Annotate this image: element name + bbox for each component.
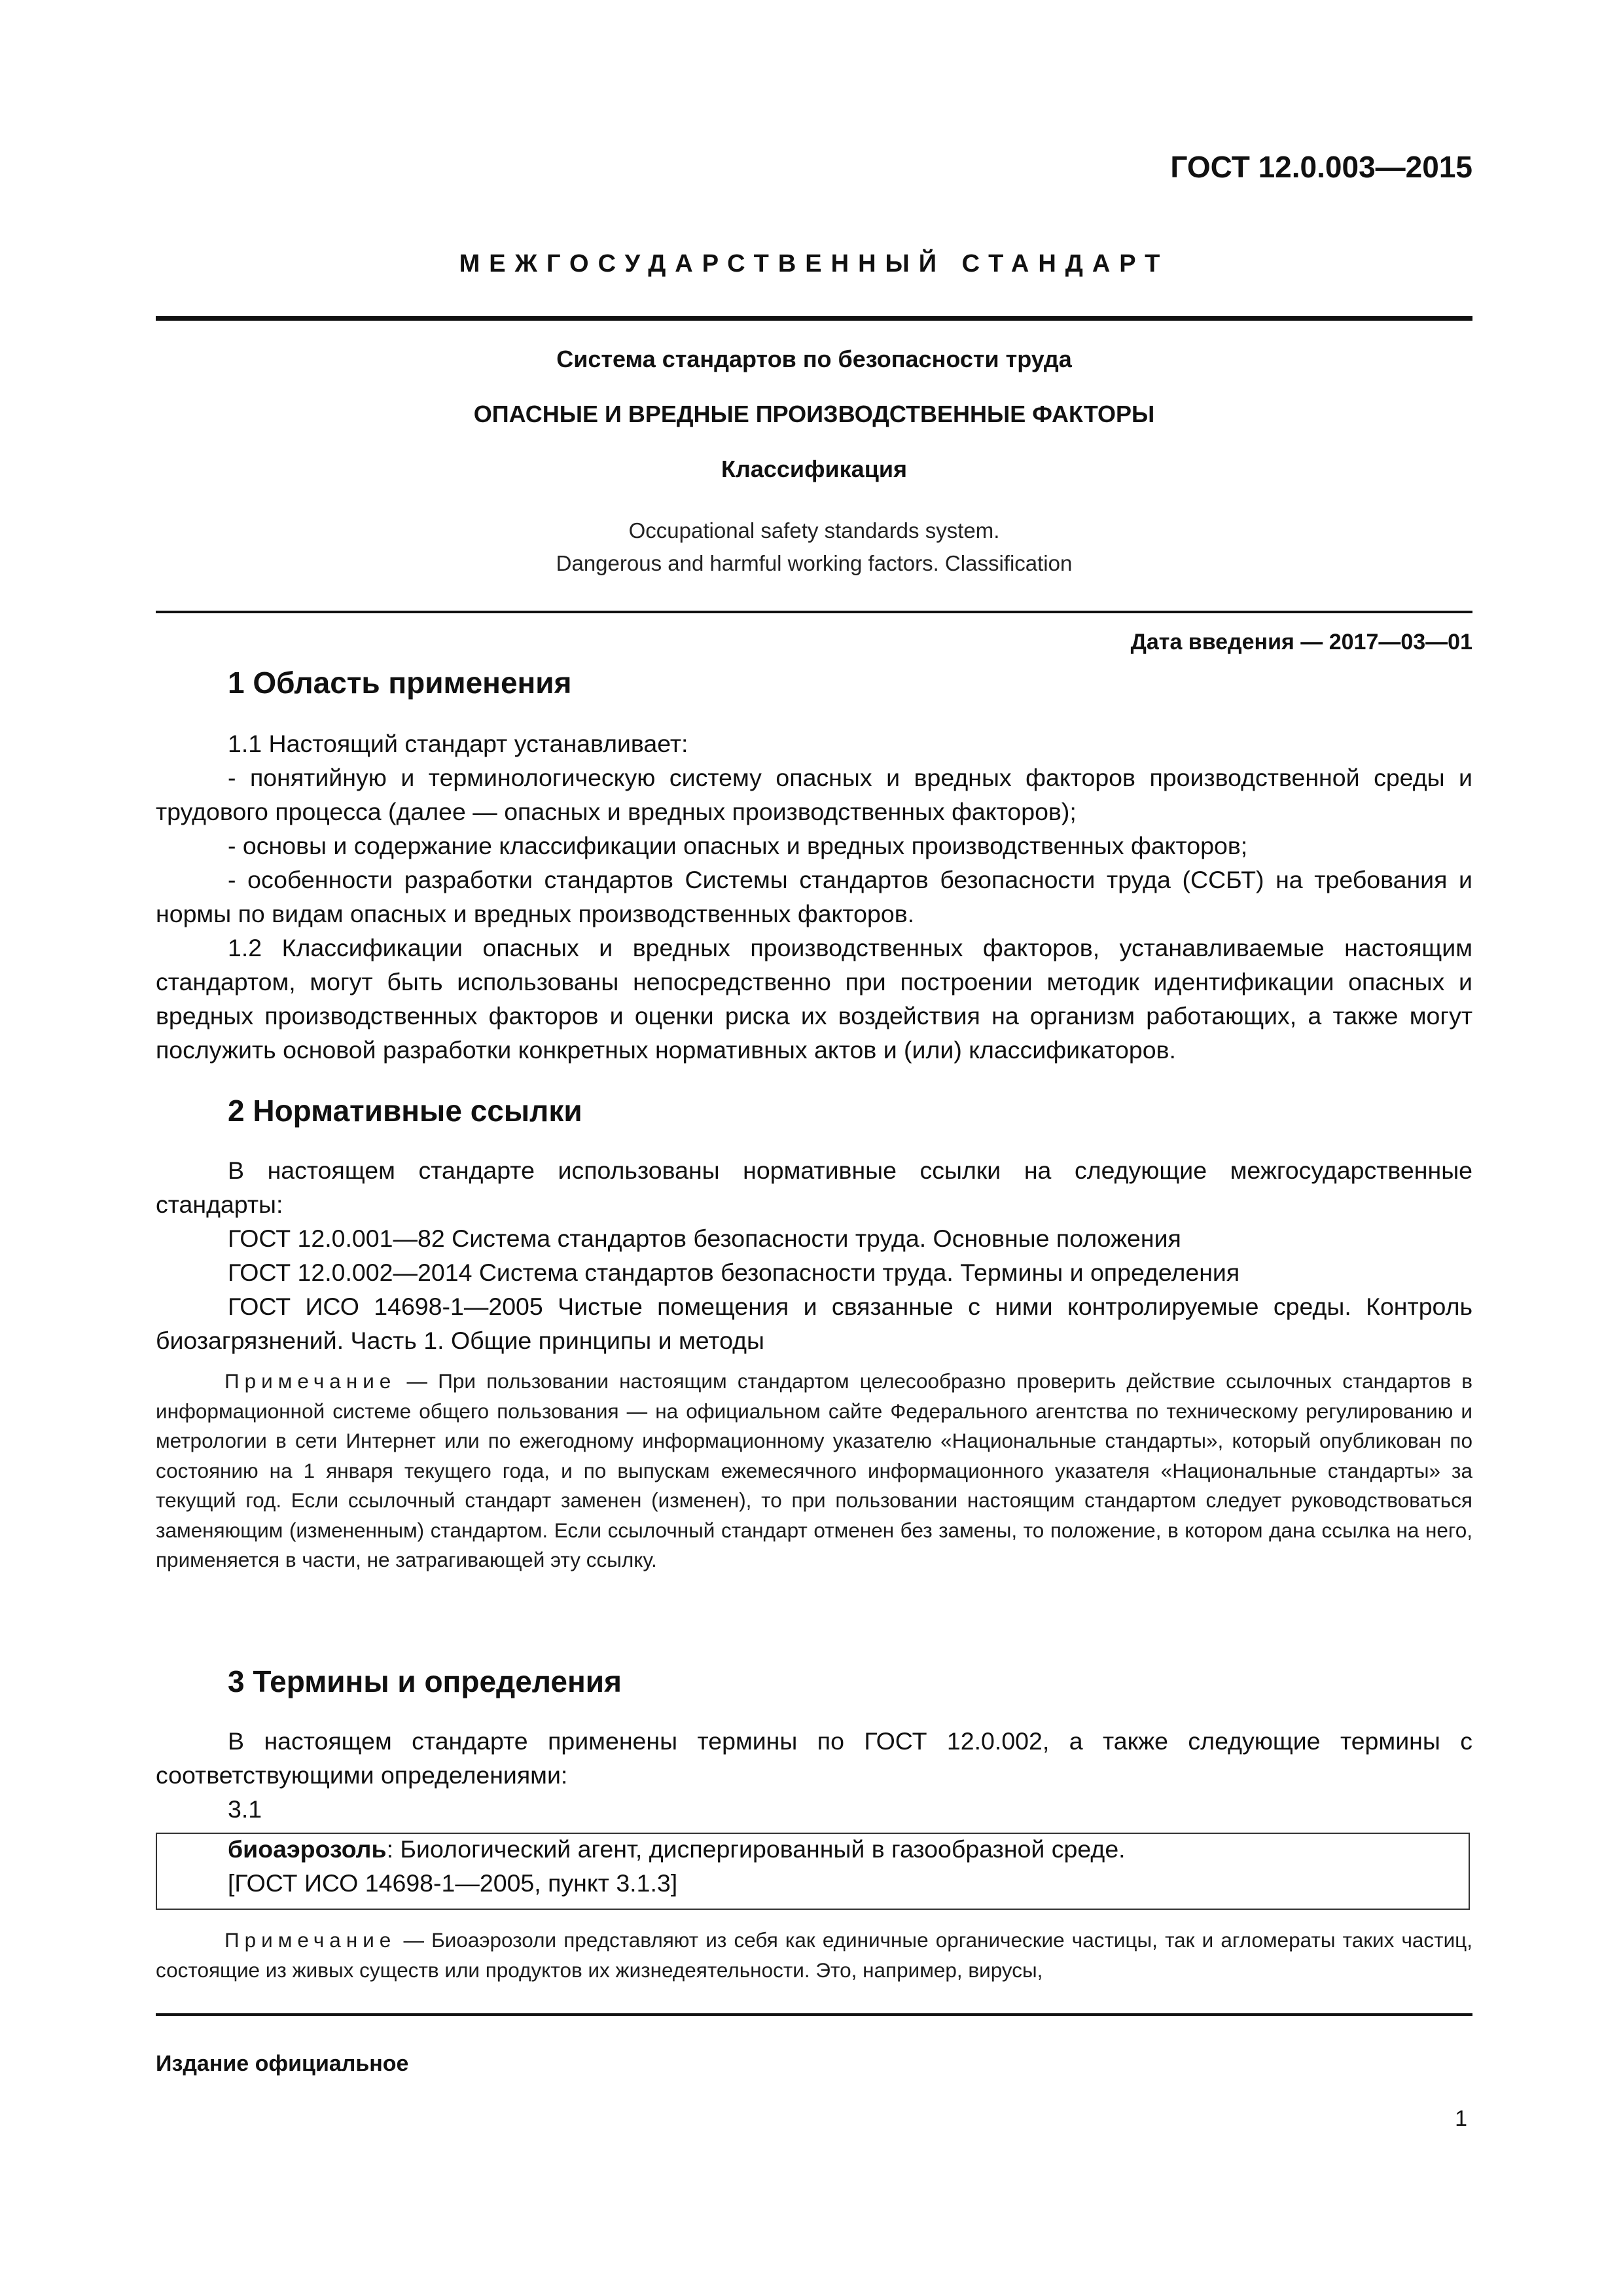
section-1-heading: 1 Область применения [228, 666, 572, 700]
official-edition-label: Издание официальное [156, 2051, 409, 2076]
paragraph: 1.2 Классификации опасных и вредных производственных факторов, устанавливаемые настоящим стандартом, могут быть использованы непосредственно при построении методик идентификации опасных и вредных производственных факторов и оценки риска их воздействия на организм работающих, а также могут послужить основой разработки конкретных нормативных актов и (или) классификаторов. [156, 934, 1472, 1064]
reference-item: ГОСТ 12.0.001—82 Система стандартов безопасности труда. Основные положения [228, 1225, 1181, 1252]
section-3-note [156, 1926, 1472, 1985]
note-text: — При пользовании настоящим стандартом целесообразно проверить действие ссылочных стандартов в информационной системе общего пользования — на официальном сайте Федерального агентства по техническому регулированию и метрологии в сети Интернет или по ежегодному информационному указателю «Национальные стандарты», который опубликован по состоянию на 1 января текущего года, и по выпускам ежемесячного информационного указателя «Национальные стандарты» за текущий год. Если ссылочный стандарт заменен (изменен), то при пользовании настоящим стандартом следует руководствоваться заменяющим (измененным) стандартом. Если ссылочный стандарт отменен без замены, то положение, в котором дана ссылка на него, применяется в части, не затрагивающей эту ссылку. [156, 1369, 1472, 1571]
introduction-date: Дата введения — 2017—03—01 [1130, 630, 1472, 655]
term-source: [ГОСТ ИСО 14698-1—2005, пункт 3.1.3] [228, 1869, 678, 1897]
definition: : Биологический агент, диспергированный в газообразной среде. [386, 1835, 1126, 1863]
paragraph: - понятийную и терминологическую систему опасных и вредных факторов производственной среды и трудового процесса (далее — опасных и вредных производственных факторов); [156, 764, 1472, 825]
section-2-body [156, 1153, 1472, 1357]
title-divider [156, 611, 1472, 613]
english-title-line-2: Dangerous and harmful working factors. Classification [556, 551, 1073, 575]
reference-item: ГОСТ ИСО 14698-1—2005 Чистые помещения и связанные с ними контролируемые среды. Контроль биозагрязнений. Часть 1. Общие принципы и методы [156, 1293, 1472, 1354]
term-number: 3.1 [228, 1795, 262, 1823]
paragraph: В настоящем стандарте использованы нормативные ссылки на следующие межгосударственные стандарты: [156, 1157, 1472, 1218]
page-number: 1 [1455, 2106, 1467, 2131]
paragraph: В настоящем стандарте применены термины по ГОСТ 12.0.002, а также следующие термины с соответствующими определениями: [156, 1727, 1472, 1789]
note-label: Примечание [224, 1928, 397, 1952]
section-2-heading: 2 Нормативные ссылки [228, 1094, 582, 1128]
standard-designation: ГОСТ 12.0.003—2015 [1170, 150, 1472, 184]
section-3-body [156, 1724, 1472, 1826]
section-3-heading: 3 Термины и определения [228, 1664, 622, 1698]
reference-item: ГОСТ 12.0.002—2014 Система стандартов безопасности труда. Термины и определения [228, 1259, 1240, 1286]
paragraph: 1.1 Настоящий стандарт устанавливает: [228, 730, 688, 757]
note-text: — Биоаэрозоли представляют из себя как единичные органические частицы, так и агломераты таких частиц, состоящие из живых существ или продуктов их жизнедеятельности. Это, например, вирусы, [156, 1928, 1472, 1982]
term-definition-box [156, 1833, 1470, 1910]
term-definition [228, 1835, 1126, 1863]
term: биоаэрозоль [228, 1835, 387, 1863]
english-title-line-1: Occupational safety standards system. [628, 518, 1000, 543]
section-2-note [156, 1367, 1472, 1575]
footer-divider [156, 2013, 1472, 2016]
top-divider [156, 316, 1472, 321]
main-title: ОПАСНЫЕ И ВРЕДНЫЕ ПРОИЗВОДСТВЕННЫЕ ФАКТОРЫ [473, 401, 1155, 427]
paragraph: - основы и содержание классификации опасных и вредных производственных факторов; [228, 832, 1248, 859]
section-1-body [156, 726, 1472, 1067]
note-label: Примечание [224, 1369, 397, 1393]
subtitle: Классификация [721, 456, 907, 482]
english-title [156, 514, 1472, 580]
standard-type: МЕЖГОСУДАРСТВЕННЫЙ СТАНДАРТ [459, 250, 1169, 278]
system-title: Система стандартов по безопасности труда [556, 346, 1072, 372]
paragraph: - особенности разработки стандартов Системы стандартов безопасности труда (ССБТ) на требования и нормы по видам опасных и вредных производственных факторов. [156, 866, 1472, 927]
